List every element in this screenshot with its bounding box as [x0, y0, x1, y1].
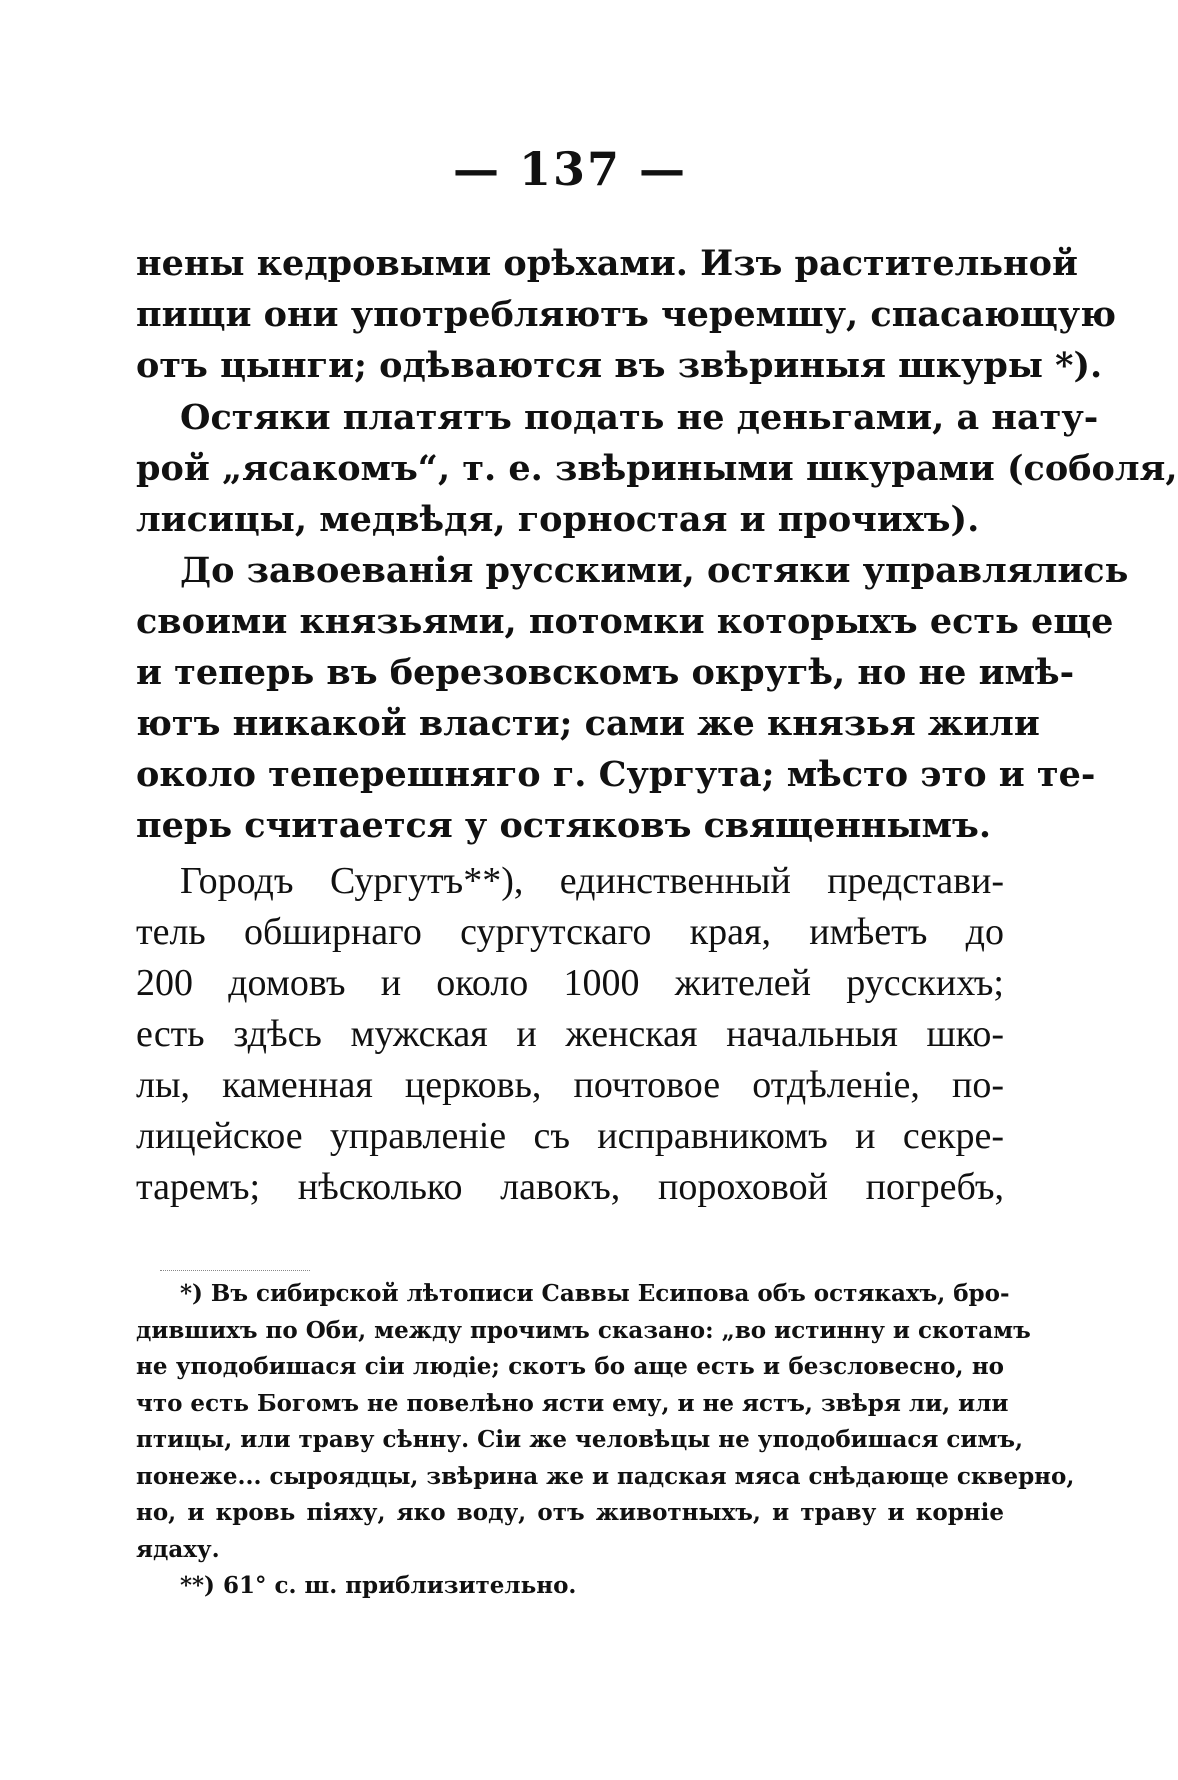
page-number: — 137 — [452, 142, 688, 196]
text-line: До завоеванія русскими, остяки управлялись [180, 550, 1129, 591]
footnote-line: **) 61° с. ш. приблизительно. [180, 1572, 577, 1599]
text-line: пищи они употребляютъ черемшу, спасающую [136, 294, 1117, 335]
paragraph-3 [136, 545, 1129, 851]
text-line: лисицы, медвѣдя, горностая и прочихъ). [136, 499, 980, 540]
footnotes [136, 1276, 1075, 1605]
footnote-line: дившихъ по Оби, между прочимъ сказано: „во истинну и скотамъ [136, 1316, 1031, 1344]
text-line: и теперь въ березовскомъ округѣ, но не имѣ- [136, 652, 1075, 693]
footnote-line: понеже... сыроядцы, звѣрина же и падская мяса снѣдающе скверно, [136, 1462, 1075, 1490]
text-line: отъ цынги; одѣваются въ звѣриныя шкуры *). [136, 345, 1103, 386]
text-line: рой „ясакомъ“, т. е. звѣриными шкурами (соболя, [136, 448, 1178, 489]
paragraph-1 [136, 238, 1117, 391]
footnote-line: ядаху. [136, 1535, 220, 1563]
text-line: своими князьями, потомки которыхъ есть еще [136, 601, 1114, 642]
text-line: 200 домовъ и около 1000 жителей русскихъ; [136, 962, 1004, 1004]
footnote-separator [160, 1270, 310, 1272]
text-line: таремъ; нѣсколько лавокъ, пороховой погребъ, [136, 1166, 1004, 1208]
text-line: ютъ никакой власти; сами же князья жили [136, 703, 1040, 744]
text-line: тель обширнаго сургутскаго края, имѣетъ до [136, 911, 1004, 953]
text-line: Остяки платятъ подать не деньгами, а нату- [180, 397, 1099, 438]
text-line: лы, каменная церковь, почтовое отдѣленіе, по- [136, 1064, 1004, 1106]
footnote-line: птицы, или траву сѣнну. Сіи же человѣцы не уподобишася симъ, [136, 1426, 1024, 1453]
paragraph-4 [136, 856, 1004, 1213]
paragraph-2 [136, 392, 1178, 545]
text-line: около теперешняго г. Сургута; мѣсто это и те- [136, 754, 1096, 795]
text-line: лицейское управленіе съ исправникомъ и секре- [136, 1115, 1004, 1157]
footnote-line: не уподобишася сіи людіе; скотъ бо аще есть и безсловесно, но [136, 1353, 1004, 1380]
text-line: есть здѣсь мужская и женская начальныя шко- [136, 1013, 1004, 1055]
text-line: Городъ Сургутъ**), единственный представи- [180, 860, 1004, 902]
footnote-line: но, и кровь піяху, яко воду, отъ животныхъ, и траву и корніе [136, 1499, 1004, 1526]
text-line: перь считается у остяковъ священнымъ. [136, 805, 992, 846]
text-line: нены кедровыми орѣхами. Изъ растительной [136, 243, 1078, 284]
footnote-line: *) Въ сибирской лѣтописи Саввы Есипова объ остякахъ, бро- [180, 1280, 1010, 1307]
footnote-line: что есть Богомъ не повелѣно ясти ему, и не ястъ, звѣря ли, или [136, 1389, 1009, 1417]
